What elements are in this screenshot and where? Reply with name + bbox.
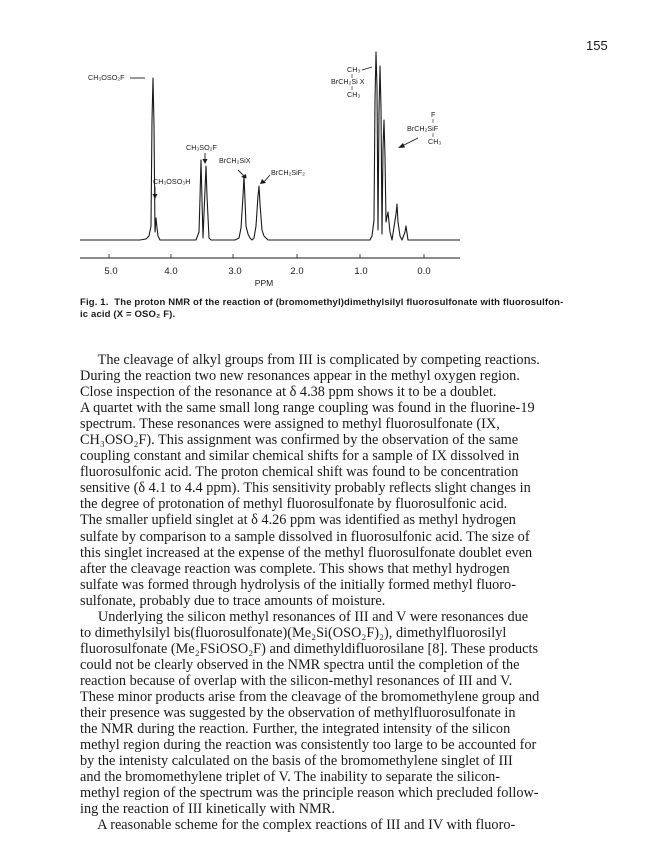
label-brch2six: BrCH₂SiX — [219, 156, 251, 165]
arrowhead-brch2sif — [398, 143, 405, 148]
x-tick-4: 4.0 — [164, 266, 178, 277]
arrowhead-ch3oso3h — [153, 194, 158, 199]
body-line: after the cleavage reaction was complete. This shows that methyl hydrogen — [80, 560, 510, 577]
label-brch2sif: BrCH₂SiF — [407, 124, 439, 133]
body-line: the NMR during the reaction. Further, the integrated intensity of the silicon — [80, 721, 511, 738]
body-line: coupling constant and similar chemical shifts for a sample of IX dissolved in — [80, 448, 520, 465]
figure-caption-text: The proton NMR of the reaction of (bromomethyl)dimethylsilyl fluorosulfonate with fluorosulfon- — [114, 297, 564, 308]
body-line: the degree of protonation of methyl fluorosulfonate by fluorosulfonic acid. — [80, 496, 508, 513]
x-tick-0: 0.0 — [417, 266, 431, 277]
body-line: Underlying the silicon methyl resonances of III and V were resonances due — [80, 608, 529, 625]
body-line: by the intenisty calculated on the basis of the bromomethylene singlet of III — [80, 753, 513, 770]
body-line: sensitive (δ 4.1 to 4.4 ppm). This sensitivity probably reflects slight changes in — [80, 480, 531, 497]
label-ch3-top: CH₃ — [347, 65, 361, 74]
x-axis-label: PPM — [254, 278, 274, 288]
body-line: could not be clearly observed in the NMR spectra until the completion of the — [80, 656, 520, 673]
x-tick-5: 5.0 — [104, 266, 118, 277]
body-line: reaction because of overlap with the silicon-methyl resonances of III and V. — [80, 672, 513, 689]
x-axis-ticks — [109, 254, 424, 258]
body-line: A reasonable scheme for the complex reactions of III and IV with fluoro- — [80, 817, 516, 834]
figure-label: Fig. 1. — [80, 297, 109, 308]
label-brch2sif2: BrCH₂SiF₂ — [271, 168, 305, 177]
body-line: sulfate by comparison to a sample dissolved in fluorosulfonic acid. The size of — [80, 528, 530, 545]
body-line: A quartet with the same small long range coupling was found in the fluorine-19 — [80, 400, 535, 417]
body-line: sulfonate, probably due to trace amounts of moisture. — [80, 592, 386, 609]
arrow-brch2six — [238, 170, 244, 176]
label-f: F — [431, 110, 436, 119]
body-line: The smaller upfield singlet at δ 4.26 ppm was identified as methyl hydrogen — [80, 512, 516, 529]
body-line: methyl region during the reaction was consistently too large to be accounted for — [80, 737, 537, 754]
body-line: sulfate was formed through hydrolysis of the initially formed methyl fluoro- — [80, 576, 516, 593]
body-line: ing the reaction of III kinetically with NMR. — [80, 801, 335, 818]
body-line: their presence was suggested by the observation of methylfluorosulfonate in — [80, 705, 516, 722]
arrowhead-brch2sif2 — [260, 179, 266, 184]
body-line: methyl region of the spectrum was the principle reason which precluded follow- — [80, 785, 539, 802]
nmr-spectrum-figure — [0, 0, 672, 300]
body-line: fluorosulfonic acid. The proton chemical shift was found to be concentration — [80, 464, 519, 481]
arrowhead-ch3so2f — [203, 159, 208, 164]
page-number: 155 — [586, 38, 608, 53]
label-brch2six-top: BrCH₂Si X — [331, 77, 365, 86]
body-line: spectrum. These resonances were assigned to methyl fluorosulfonate (IX, — [80, 416, 500, 433]
label-ch3oso3h: CH₃OSO₃H — [153, 177, 191, 186]
label-ch3-right: CH₃ — [428, 137, 442, 146]
body-line: and the bromomethylene triplet of V. The inability to separate the silicon- — [80, 769, 501, 786]
body-line: Close inspection of the resonance at δ 4.38 ppm shows it to be a doublet. — [80, 384, 497, 401]
body-line: The cleavage of alkyl groups from III is complicated by competing reactions. — [80, 352, 540, 368]
label-ch3oso2f: CH₃OSO₂F — [88, 73, 125, 82]
label-ch3so2f: CH₃SO₂F — [186, 143, 217, 152]
x-tick-3: 3.0 — [228, 266, 242, 277]
body-line: These minor products arise from the cleavage of the bromomethylene group and — [80, 688, 540, 705]
x-tick-1: 1.0 — [354, 266, 368, 277]
figure-caption-text-2: ic acid (X = OSO₂ F). — [80, 309, 176, 320]
body-line: this singlet increased at the expense of the methyl fluorosulfonate doublet even — [80, 544, 533, 561]
body-line: CH₃OSO₂F). This assignment was confirmed by the observation of the same — [80, 432, 519, 449]
body-line: to dimethylsilyl bis(fluorosulfonate)(Me₂Si(OSO₂F)₂), dimethylfluorosilyl — [80, 624, 507, 641]
body-text — [80, 352, 612, 833]
body-line: During the reaction two new resonances appear in the methyl oxygen region. — [80, 368, 520, 385]
label-ch3-bottom: CH₃ — [347, 90, 361, 99]
figure-caption — [80, 297, 620, 321]
arrow-brch2sif — [402, 138, 418, 146]
x-tick-2: 2.0 — [290, 266, 304, 277]
arrow-ch3-top — [362, 67, 372, 70]
body-line: fluorosulfonate (Me₂FSiOSO₂F) and dimethyldifluorosilane [8]. These products — [80, 640, 539, 657]
